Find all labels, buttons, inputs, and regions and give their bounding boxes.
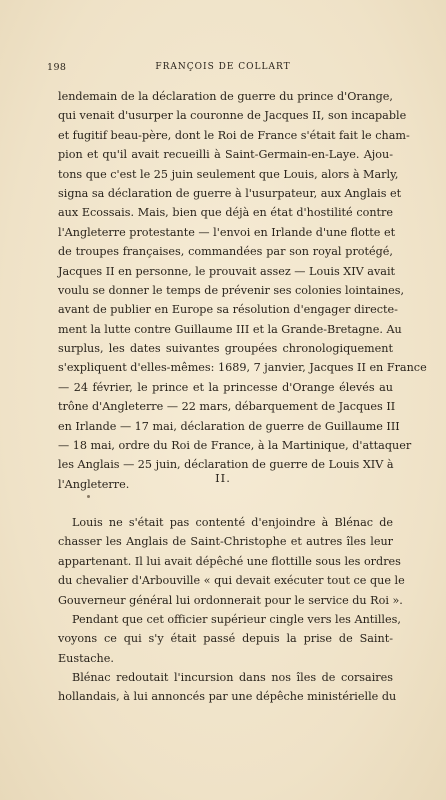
ink-speck (87, 495, 90, 498)
text-line: Pendant que cet officier supérieur cingle vers les Antilles, (72, 613, 401, 626)
text-line: tons que c'est le 25 juin seulement que Louis, alors à Marly, (58, 167, 399, 181)
text-line: avant de publier en Europe sa résolution d'engager directe- (58, 303, 398, 317)
text-line: — 24 février, le prince et la princesse d'Orange élevés au (58, 380, 393, 394)
text-line: qui venait d'usurper la couronne de Jacques II, son incapable (58, 109, 407, 123)
text-line: signa sa déclaration de guerre à l'usurpateur, aux Anglais et (58, 186, 402, 200)
running-title: FRANÇOIS DE COLLART (155, 62, 291, 72)
paragraph-3 (58, 610, 401, 668)
text-line: appartenant. Il lui avait dépêché une flottille sous les ordres (58, 554, 401, 568)
text-line: chasser les Anglais de Saint-Christophe et autres îles leur (58, 535, 393, 549)
text-line: hollandais, à lui annoncés par une dépêche ministérielle du (58, 690, 397, 704)
text-line: ment la lutte contre Guillaume III et la Grande-Bretagne. Au (58, 322, 402, 336)
section-heading: II. (215, 471, 231, 485)
text-line: Gouverneur général lui ordonnerait pour le service du Roi ». (58, 593, 403, 607)
text-line: aux Ecossais. Mais, bien que déjà en état d'hostilité contre (58, 206, 393, 220)
paragraph-4 (58, 668, 397, 707)
text-line: Blénac redoutait l'incursion dans nos îles de corsaires (72, 671, 393, 684)
text-line: les Anglais — 25 juin, déclaration de guerre de Louis XIV à (58, 458, 394, 472)
text-line: voulu se donner le temps de prévenir ses colonies lointaines, (58, 283, 405, 297)
text-line: trône d'Angleterre — 22 mars, débarquement de Jacques II (58, 400, 396, 414)
page-number: 198 (47, 62, 67, 73)
text-line: et fugitif beau-père, dont le Roi de France s'était fait le cham- (58, 128, 410, 142)
text-line: en Irlande — 17 mai, déclaration de guerre de Guillaume III (58, 419, 400, 433)
paragraph-1 (58, 87, 427, 494)
text-line: s'expliquent d'elles-mêmes: 1689, 7 janvier, Jacques II en France (58, 361, 427, 375)
text-line: lendemain de la déclaration de guerre du prince d'Orange, (58, 90, 393, 103)
text-line: — 18 mai, ordre du Roi de France, à la Martinique, d'attaquer (58, 439, 412, 453)
text-line: surplus, les dates suivantes groupées chronologiquement (58, 342, 393, 356)
text-line: Eustache. (58, 651, 114, 665)
text-line: l'Angleterre protestante — l'envoi en Irlande d'une flotte et (58, 225, 396, 239)
text-line: pion et qu'il avait recueilli à Saint-Germain-en-Laye. Ajou- (58, 148, 393, 162)
paragraph-2 (58, 513, 405, 610)
page-header (47, 62, 399, 76)
text-line: Louis ne s'était pas contenté d'enjoindre à Blénac de (72, 516, 393, 529)
text-line: l'Angleterre. (58, 477, 130, 491)
text-line: Jacques II en personne, le prouvait assez — Louis XIV avait (58, 264, 396, 278)
text-line: voyons ce qui s'y était passé depuis la prise de Saint- (58, 632, 393, 646)
text-line: du chevalier d'Arbouville « qui devait exécuter tout ce que le (58, 574, 405, 588)
text-line: de troupes françaises, commandées par son royal protégé, (58, 245, 393, 259)
